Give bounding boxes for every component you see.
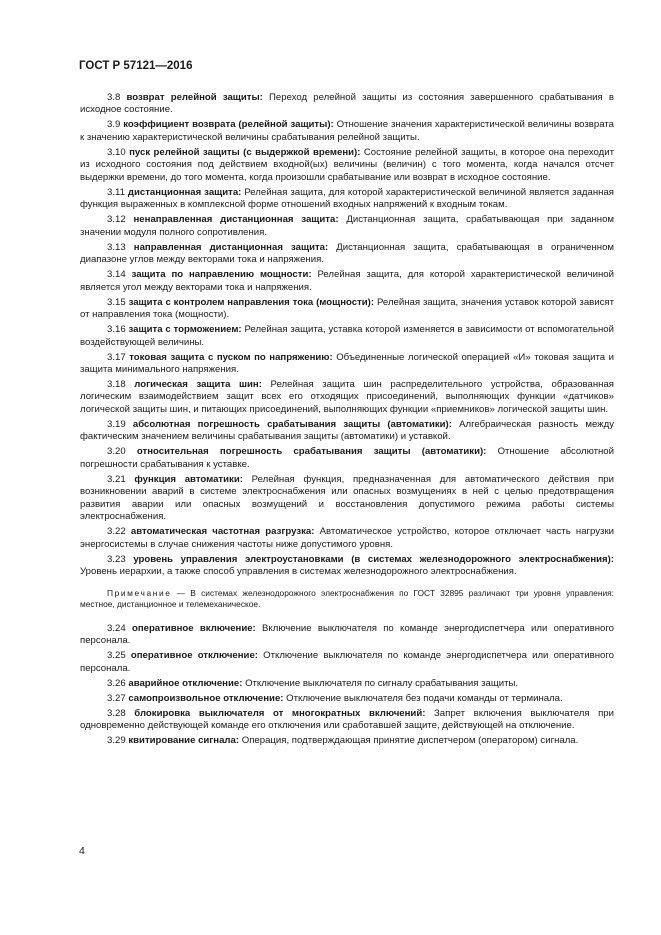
document-header: ГОСТ Р 57121—2016: [79, 60, 193, 72]
definition-text: Дистанционная защита, срабатывающая при заданном значении модуля полного сопротивления.: [80, 214, 615, 238]
definition-3-10: [80, 147, 614, 184]
definition-text: Релейная защита, уставка которой изменяется в зависимости от вспомогательной воздействующей величины.: [80, 324, 615, 348]
definition-number: 3.23: [107, 553, 126, 565]
definition-number: 3.19: [107, 418, 126, 430]
definition-term: защита по направлению мощности:: [131, 269, 312, 281]
definition-text: Релейная функция, предназначенная для автоматического действия при возникновении аварий в системе электроснабжения или опасных возмущениях в ней с целью предотвращения развития аварии или опасных возмущений и восстановления допустимого режима работы системы электроснабжения.: [80, 473, 614, 523]
definition-number: 3.25: [107, 650, 126, 662]
definition-3-8: [80, 92, 614, 117]
definition-text: Релейная защита шин распределительного устройства, образованная логическим взаимодействием защит всех его отходящих присоединений, выполняющих функции «датчиков» логической защиты шин, и питающих присоединений, выполняющих функции «приемников» логической защиты шин.: [80, 378, 614, 415]
definition-text: Автоматическое устройство, которое отключает часть нагрузки энергосистемы в случае снижения частоты ниже допустимого уровня.: [80, 526, 615, 550]
definition-number: 3.24: [107, 622, 126, 634]
definition-3-17: [80, 352, 614, 377]
definition-3-28: [80, 708, 614, 733]
definition-text: Включение выключателя по команде энергодиспетчера или оперативного персонала.: [80, 622, 614, 647]
definition-3-23: [80, 554, 614, 579]
definitions-group-a: [80, 92, 614, 579]
definition-term: автоматическая частотная разгрузка:: [130, 526, 315, 538]
definition-term: пуск релейной защиты (с выдержкой времени):: [129, 146, 361, 158]
definition-3-29: [80, 735, 614, 747]
definition-text: Отношение абсолютной погрешности срабатывания к уставке.: [80, 446, 614, 470]
document-body: [80, 92, 614, 750]
definition-term: оперативное включение:: [131, 622, 256, 634]
definition-term: функция автоматики:: [134, 473, 243, 485]
definition-number: 3.16: [107, 324, 126, 336]
definition-number: 3.15: [107, 296, 126, 308]
definition-number: 3.9: [107, 119, 121, 131]
page-number: 4: [79, 845, 85, 857]
definition-text: Отключение выключателя без подачи команды от терминала.: [286, 692, 563, 704]
definition-3-27: [80, 693, 614, 705]
definition-text: Алгебраическая разность между фактическим значением величины срабатывания защиты (автоматики) и уставкой.: [80, 418, 614, 443]
definition-term: дистанционная защита:: [127, 186, 242, 198]
definition-3-16: [80, 324, 614, 349]
definition-text: Дистанционная защита, срабатывающая в ограниченном диапазоне углов между векторами тока и напряжения.: [80, 241, 615, 266]
definition-3-26: [80, 678, 614, 690]
definition-number: 3.11: [107, 186, 125, 198]
definition-3-15: [80, 297, 614, 322]
definition-number: 3.22: [107, 526, 126, 538]
definition-3-21: [80, 474, 614, 524]
definition-number: 3.13: [107, 241, 126, 253]
definition-term: защита с торможением:: [128, 324, 242, 336]
definition-3-22: [80, 526, 614, 551]
definition-3-20: [80, 446, 614, 471]
definition-3-12: [80, 214, 614, 239]
definition-text: Запрет включения выключателя при одновременно действующей команде его отключения или сработавшей защите, действующей на отключение.: [80, 707, 614, 732]
definition-term: коэффициент возврата (релейной защиты):: [123, 119, 334, 131]
definition-3-24: [80, 623, 614, 648]
definition-number: 3.28: [107, 707, 126, 719]
definition-term: направленная дистанционная защита:: [133, 241, 329, 253]
definition-3-19: [80, 419, 614, 444]
definition-3-14: [80, 269, 614, 294]
definition-term: абсолютная погрешность срабатывания защиты (автоматики):: [132, 418, 452, 430]
definition-term: квитирование сигнала:: [128, 735, 240, 747]
definition-3-13: [80, 242, 614, 267]
definition-term: уровень управления электроустановками (в системах железнодорожного электроснабжения):: [133, 553, 615, 565]
definition-3-11: [80, 187, 614, 212]
definition-3-9: [80, 119, 614, 144]
definition-number: 3.27: [107, 692, 126, 704]
definition-text: Отключение выключателя по сигналу срабатывания защиты.: [245, 677, 519, 689]
definition-text: Состояние релейной защиты, в которое она переходит из исходного состояния под действием входной(ых) величины (величин) с того момента, когда начался отсчет выдержки времени, до того момента, когда произошли срабатывание или возврат в исходное состояние.: [80, 146, 614, 183]
definition-3-18: [80, 379, 614, 416]
definition-text: Операция, подтверждающая принятие диспетчером (оператором) сигнала.: [241, 735, 579, 747]
definition-3-25: [80, 650, 614, 675]
definition-term: ненаправленная дистанционная защита:: [133, 214, 339, 226]
definition-term: блокировка выключателя от многократных включений:: [134, 707, 426, 719]
definition-term: токовая защита с пуском по напряжению:: [129, 351, 333, 363]
note-label: Примечание: [107, 587, 172, 598]
definition-text: Релейная защита, для которой характеристической величиной является угол между векторами тока и напряжения.: [80, 269, 615, 293]
definition-term: защита с контролем направления тока (мощности):: [128, 296, 375, 308]
definition-text: Релейная защита, для которой характеристической величиной является заданная функция выраженных в комплексной форме отношений входных напряжений к входным токам.: [80, 186, 614, 211]
definition-text: Уровень иерархии, а также способ управления в системах железнодорожного электроснабжения.: [80, 566, 517, 578]
definition-term: аварийное отключение:: [128, 677, 243, 689]
definition-term: логическая защита шин:: [134, 378, 262, 390]
definition-text: Отношение значения характеристической величины возврата к значению характеристической величины срабатывания релейной защиты.: [80, 119, 614, 143]
definition-term: относительная погрешность срабатывания защиты (автоматики):: [136, 446, 487, 458]
definition-text: Релейная защита, значения уставок которой зависят от направления тока (мощности).: [80, 296, 614, 321]
note: [80, 588, 614, 611]
definition-term: самопроизвольное отключение:: [128, 692, 284, 704]
definition-number: 3.12: [107, 214, 126, 226]
definition-term: возврат релейной защиты:: [126, 92, 263, 103]
definition-number: 3.20: [107, 446, 126, 458]
definition-text: Объединенные логической операцией «И» токовая защита и защита минимального напряжения.: [80, 351, 615, 375]
definition-number: 3.17: [107, 351, 126, 363]
definitions-group-b: [80, 623, 614, 748]
definition-number: 3.29: [107, 735, 126, 747]
definition-number: 3.26: [107, 677, 126, 689]
definition-number: 3.10: [107, 146, 126, 158]
definition-term: оперативное отключение:: [130, 650, 258, 662]
definition-number: 3.18: [107, 378, 126, 390]
definition-number: 3.8: [107, 92, 121, 103]
note-text: — В системах железнодорожного электроснабжения по ГОСТ 32895 различают три уровня управления: местное, дистанционное и телемеханическое.: [80, 587, 614, 610]
definition-text: Отключение выключателя по команде энергодиспетчера или оперативного персонала.: [80, 650, 615, 674]
definition-number: 3.14: [107, 269, 126, 281]
definition-text: Переход релейной защиты из состояния завершенного срабатывания в исходное состояние.: [80, 92, 614, 116]
definition-number: 3.21: [107, 473, 126, 485]
